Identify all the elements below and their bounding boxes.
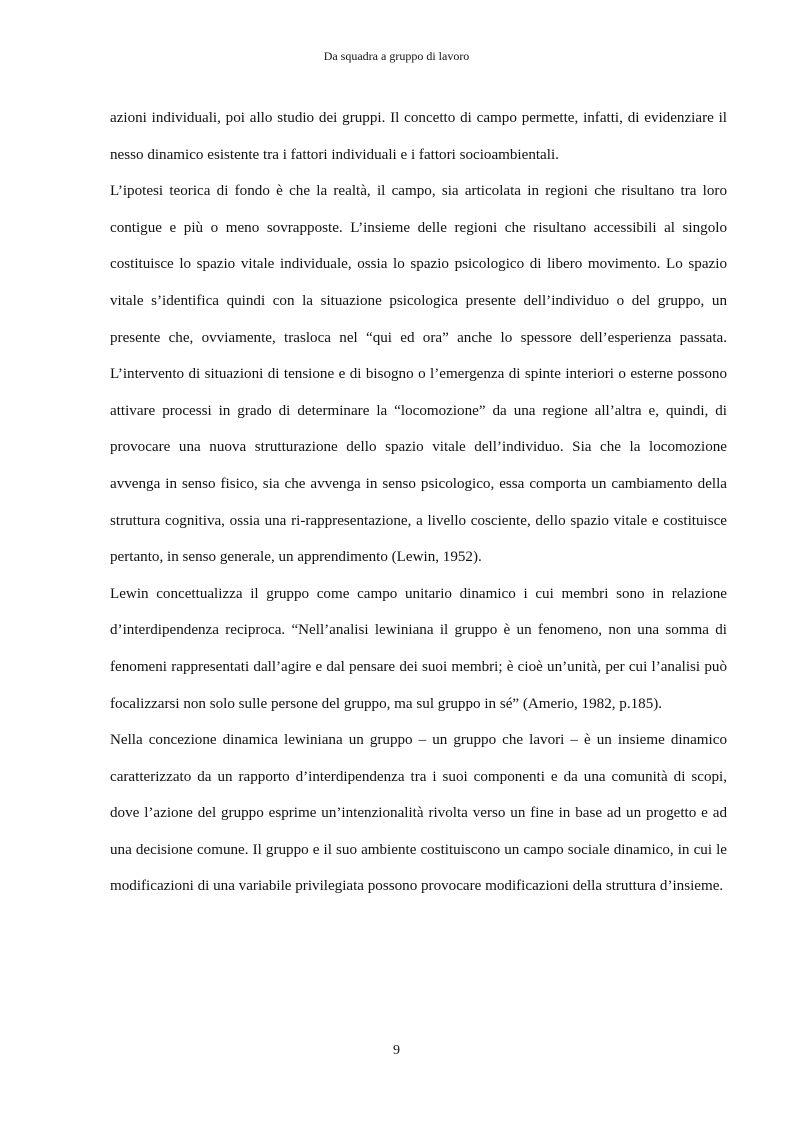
paragraph-3: Lewin concettualizza il gruppo come campo unitario dinamico i cui membri sono in relazione d’interdipendenza reciproca. “Nell’analisi lewiniana il gruppo è un fenomeno, non una somma di fenomeni rappresentati dall’agire e dal pensare dei suoi membri; è cioè un’unità, per cui l’analisi può focalizzarsi non solo sulle persone del gruppo, ma sul gruppo in sé” (Amerio, 1982, p.185). — [110, 585, 727, 712]
paragraph-4: Nella concezione dinamica lewiniana un gruppo – un gruppo che lavori – è un insieme dinamico caratterizzato da un rapporto d’interdipendenza tra i suoi componenti e da una comunità di scopi, dove l’azione del gruppo esprime un’intenzionalità rivolta verso un fine in base ad un progetto e ad una decisione comune. Il gruppo e il suo ambiente costituiscono un campo sociale dinamico, in cui le modificazioni di una variabile privilegiata possono provocare modificazioni della struttura d’insieme. — [110, 732, 727, 895]
paragraph-2: L’ipotesi teorica di fondo è che la realtà, il campo, sia articolata in regioni che risultano tra loro contigue e più o meno sovrapposte. L’insieme delle regioni che risultano accessibili al singolo costituisce lo spazio vitale individuale, ossia lo spazio psicologico di libero movimento. Lo spazio vitale s’identifica quindi con la situazione psicologica presente dell’individuo o del gruppo, un presente che, ovviamente, trasloca nel “qui ed ora” anche lo spessore dell’esperienza passata. L’intervento di situazioni di tensione e di bisogno o l’emergenza di spinte interiori o esterne possono attivare processi in grado di determinare la “locomozione” da una regione all’altra e, quindi, di provocare una nuova strutturazione dello spazio vitale dell’individuo. Sia che la locomozione avvenga in senso fisico, sia che avvenga in senso psicologico, essa comporta un cambiamento della struttura cognitiva, ossia una ri-rappresentazione, a livello cosciente, dello spazio vitale e costituisce pertanto, in senso generale, un apprendimento (Lewin, 1952). — [110, 183, 727, 566]
body-text — [110, 100, 727, 905]
running-header: Da squadra a gruppo di lavoro — [323, 49, 470, 63]
page-number: 9 — [393, 1043, 400, 1058]
paragraph-1: azioni individuali, poi allo studio dei gruppi. Il concetto di campo permette, infatti, di evidenziare il nesso dinamico esistente tra i fattori individuali e i fattori socioambientali. — [110, 110, 727, 163]
